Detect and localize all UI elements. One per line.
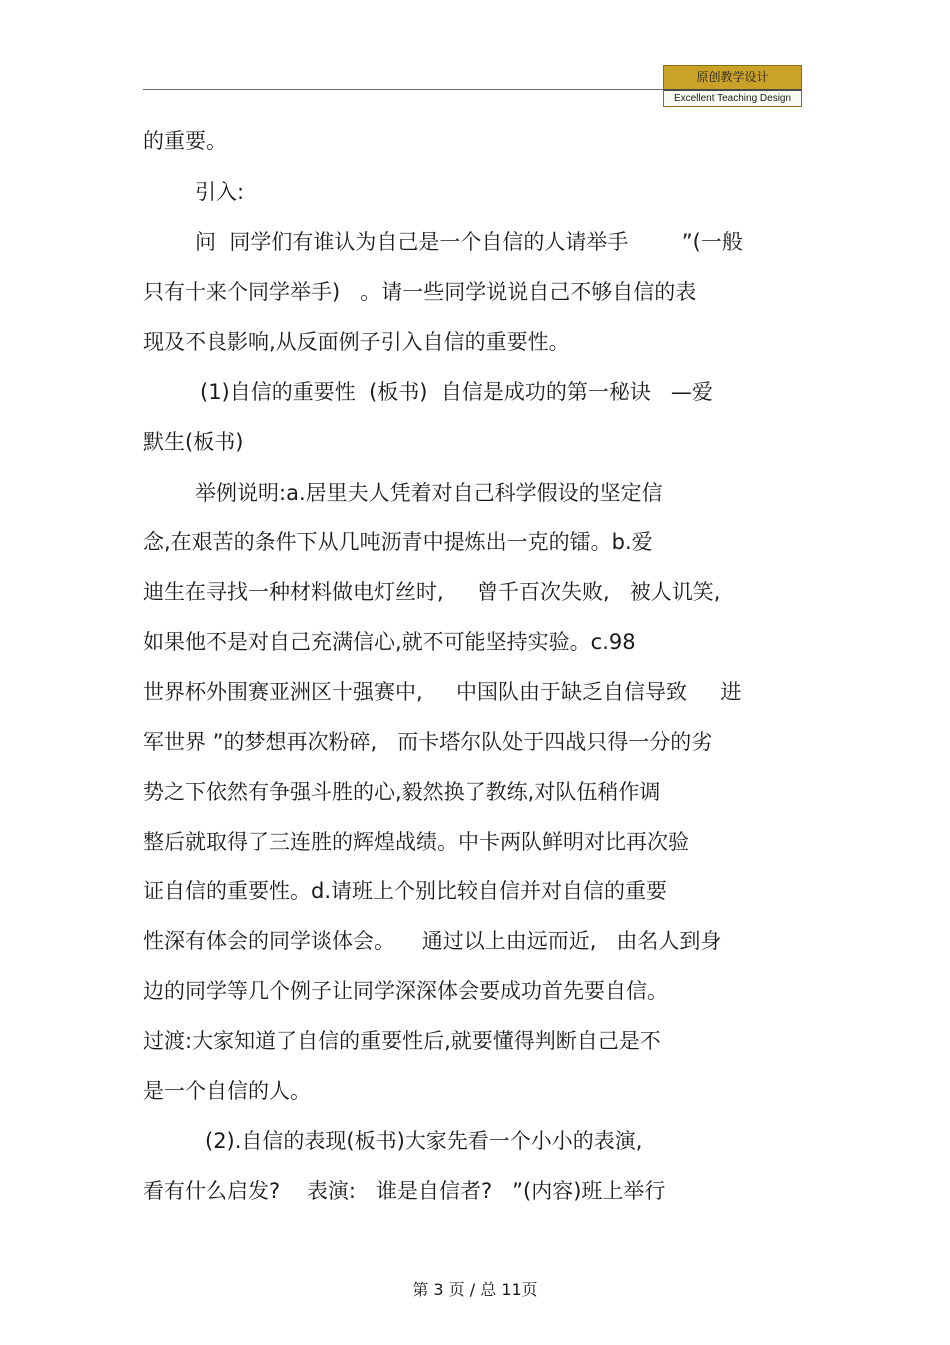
badge-title-cn: 原创教学设计 [663, 65, 802, 89]
body-line: 如果他不是对自己充满信心,就不可能坚持实验。c.98 [143, 630, 636, 654]
body-line: 整后就取得了三连胜的辉煌战绩。中卡两队鲜明对比再次验 [143, 830, 689, 854]
body-line: 引入: [195, 180, 245, 204]
body-line: 世界杯外围赛亚洲区十强赛中, 中国队由于缺乏自信导致 进 [143, 680, 742, 704]
page-number: 第 3 页 / 总 11页 [412, 1280, 538, 1299]
body-line: 迪生在寻找一种材料做电灯丝时, 曾千百次失败, 被人讥笑, [143, 580, 721, 604]
body-line: 的重要。 [143, 129, 227, 153]
body-line: 问 同学们有谁认为自己是一个自信的人请举手 ”(一般 [195, 230, 743, 254]
body-line: 过渡:大家知道了自信的重要性后,就要懂得判断自己是不 [143, 1029, 661, 1053]
body-line: 军世界 ”的梦想再次粉碎, 而卡塔尔队处于四战只得一分的劣 [143, 730, 713, 754]
body-line: 性深有体会的同学谈体会。 通过以上由远而近, 由名人到身 [143, 929, 722, 953]
body-line: 现及不良影响,从反面例子引入自信的重要性。 [143, 330, 570, 354]
body-line: (1)自信的重要性 (板书) 自信是成功的第一秘诀 —爱 [200, 380, 713, 404]
header-rule [143, 89, 663, 90]
body-line: 只有十来个同学举手) 。请一些同学说说自己不够自信的表 [143, 280, 697, 304]
badge-title-en: Excellent Teaching Design [663, 89, 802, 107]
body-line: 证自信的重要性。d.请班上个别比较自信并对自信的重要 [143, 879, 668, 903]
body-line: 举例说明:a.居里夫人凭着对自己科学假设的坚定信 [195, 481, 663, 505]
body-line: 看有什么启发? 表演: 谁是自信者? ”(内容)班上举行 [143, 1179, 666, 1203]
body-line: (2).自信的表现(板书)大家先看一个小小的表演, [205, 1129, 643, 1153]
body-line: 势之下依然有争强斗胜的心,毅然换了教练,对队伍稍作调 [143, 780, 661, 804]
body-line: 念,在艰苦的条件下从几吨沥青中提炼出一克的镭。b.爱 [143, 530, 653, 554]
body-line: 边的同学等几个例子让同学深深体会要成功首先要自信。 [143, 979, 668, 1003]
body-line: 是一个自信的人。 [143, 1079, 311, 1103]
header-badge [663, 65, 802, 107]
body-line: 默生(板书) [143, 430, 244, 454]
